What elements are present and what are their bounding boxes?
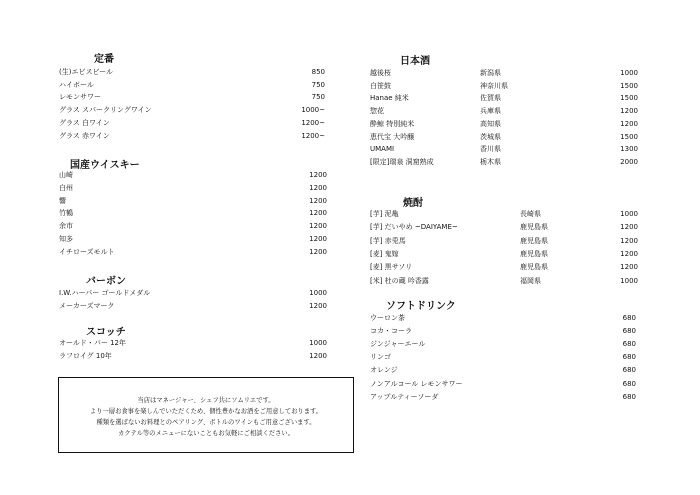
menu-item-name: グラス 赤ワイン	[59, 131, 110, 140]
menu-item	[59, 337, 327, 349]
menu-item-price: 1200	[309, 209, 327, 218]
menu-item-price: 1000	[309, 339, 327, 347]
menu-item	[59, 220, 327, 232]
menu-item	[59, 300, 327, 312]
menu-item-name: オールド・パー 12年	[59, 339, 126, 347]
menu-item-price: 1200	[309, 171, 327, 179]
menu-item-name: 惣花	[370, 107, 384, 116]
section-title-teiban: 定番	[94, 54, 114, 65]
menu-item	[370, 118, 638, 130]
menu-item-price: 1000~	[301, 106, 325, 115]
menu-item-price: 1200	[309, 302, 327, 310]
menu-item-region: 鹿児島県	[520, 223, 548, 232]
menu-item-name: 竹鶴	[59, 209, 73, 218]
menu-item-price: 680	[622, 366, 636, 375]
menu-item-region: 長崎県	[520, 210, 541, 218]
menu-item	[370, 105, 638, 117]
menu-item-price: 750	[311, 80, 325, 89]
menu-item-price: 1200	[620, 236, 638, 245]
menu-item-name: コカ・コーラ	[370, 327, 412, 336]
notice-line: 当店はマネージャー、シェフ共にソムリエです。	[137, 397, 275, 404]
menu-item-name: ラフロイグ 10年	[59, 352, 112, 360]
menu-item	[59, 246, 327, 258]
menu-item-price: 2000	[620, 157, 638, 166]
menu-item-price: 1200	[620, 119, 638, 128]
menu-item-name: ウーロン茶	[370, 314, 405, 322]
menu-item-region: 福岡県	[520, 276, 541, 285]
menu-item	[59, 287, 327, 299]
section-title-softdrink: ソフトドリンク	[386, 301, 456, 312]
menu-item	[370, 248, 638, 260]
menu-item-name: レモンサワー	[59, 93, 101, 102]
section-title-sake: 日本酒	[400, 56, 430, 67]
menu-item	[370, 325, 636, 337]
menu-item-name: オレンジ	[370, 366, 398, 375]
menu-item-name: グラス スパークリングワイン	[59, 106, 152, 115]
menu-item-price: 850	[311, 68, 325, 76]
menu-item-name: [芋] 泥亀	[370, 210, 399, 218]
menu-item-region: 佐賀県	[480, 94, 501, 103]
menu-item-price: 1000	[620, 276, 638, 285]
menu-item-name: グラス 白ワイン	[59, 118, 110, 127]
menu-item	[370, 261, 638, 273]
menu-item-name: 恵代宝 大吟醸	[370, 132, 415, 141]
menu-item	[370, 131, 638, 143]
menu-item-region: 神奈川県	[480, 81, 508, 90]
menu-item-name: [麦] 鬼嫁	[370, 249, 399, 258]
menu-item-name: 響	[59, 196, 66, 205]
menu-item-name: [麦] 黒サソリ	[370, 263, 413, 272]
menu-item-name: 余市	[59, 222, 73, 231]
menu-item	[370, 312, 636, 324]
menu-item-price: 1200	[620, 263, 638, 272]
menu-item-region: 兵庫県	[480, 107, 501, 116]
menu-item-name: (生)エビスビール	[59, 68, 114, 76]
menu-item	[59, 79, 325, 91]
menu-item-region: 高知県	[480, 119, 501, 128]
menu-item-price: 1200	[309, 247, 327, 256]
menu-item	[370, 67, 638, 79]
menu-item-price: 680	[622, 327, 636, 336]
menu-item	[370, 351, 636, 363]
menu-item	[370, 208, 638, 220]
menu-item	[59, 66, 325, 78]
menu-item-name: [米] 杜の蔵 吟香露	[370, 276, 429, 285]
menu-item-price: 1200	[620, 223, 638, 232]
menu-item-region: 香川県	[480, 145, 501, 154]
menu-item	[370, 378, 636, 390]
menu-item-price: 750	[311, 93, 325, 102]
notice-line: 種類を選ばないお料理とのペアリング、ボトルのワインもご用意ございます。	[96, 419, 316, 426]
menu-item-name: ジンジャーエール	[370, 340, 426, 349]
menu-item-price: 1300	[620, 145, 638, 154]
menu-item-name: [限定]瑞泉 洞窟熟成	[370, 157, 434, 166]
menu-item-price: 680	[622, 340, 636, 349]
menu-item-region: 鹿児島県	[520, 263, 548, 272]
menu-item-name: 酔鯨 特別純米	[370, 119, 415, 128]
menu-item	[370, 92, 638, 104]
menu-item-name: 白州	[59, 183, 73, 192]
menu-item	[59, 350, 327, 362]
menu-item-name: イチローズモルト	[59, 247, 115, 256]
menu-item	[370, 143, 638, 155]
menu-item-name: ハイボール	[59, 80, 94, 89]
menu-item	[59, 91, 325, 103]
menu-item-price: 1200	[309, 196, 327, 205]
menu-item-name: リンゴ	[370, 353, 391, 362]
menu-item-name: I.W.ハーパー ゴールドメダル	[59, 289, 151, 297]
menu-item-region: 茨城県	[480, 132, 501, 141]
menu-item	[59, 207, 327, 219]
menu-item	[370, 391, 636, 403]
menu-item-price: 680	[622, 353, 636, 362]
menu-item	[59, 233, 327, 245]
menu-item-price: 680	[622, 314, 636, 322]
menu-item	[370, 80, 638, 92]
menu-item-name: [芋] だいやめ ~DAIYAME~	[370, 223, 458, 232]
menu-item-name: UMAMI	[370, 145, 395, 154]
menu-item-price: 1200~	[301, 131, 325, 140]
menu-item-price: 680	[622, 379, 636, 388]
menu-item-price: 1200	[309, 352, 327, 360]
section-title-whisky: 国産ウイスキー	[70, 160, 140, 171]
menu-item-region: 栃木県	[480, 157, 501, 166]
menu-item-price: 1200	[620, 107, 638, 116]
menu-item-price: 1200	[309, 222, 327, 231]
menu-item-name: アップルティーソーダ	[370, 392, 439, 401]
section-title-shochu: 焼酎	[403, 198, 423, 209]
menu-item-name: 山崎	[59, 171, 73, 179]
menu-item-price: 1200	[620, 249, 638, 258]
menu-item-price: 1500	[620, 132, 638, 141]
menu-item-region: 鹿児島県	[520, 236, 548, 245]
menu-item-name: [芋] 赤兎馬	[370, 236, 406, 245]
menu-item-price: 1500	[620, 81, 638, 90]
menu-item	[370, 364, 636, 376]
menu-item	[59, 130, 325, 142]
menu-item-name: 越後桜	[370, 69, 391, 77]
menu-item-price: 1000	[620, 210, 638, 218]
notice-line: より一層お食事を楽しんでいただくため、個性豊かなお酒をご用意しております。	[89, 408, 323, 415]
notice-box	[58, 377, 354, 453]
menu-item-region: 鹿児島県	[520, 249, 548, 258]
menu-item-price: 1200~	[301, 118, 325, 127]
menu-item-name: 知多	[59, 235, 73, 243]
section-title-scotch: スコッチ	[86, 327, 126, 338]
menu-item	[370, 275, 638, 287]
menu-item	[370, 156, 638, 168]
menu-item-price: 1000	[620, 69, 638, 77]
menu-item	[370, 221, 638, 233]
menu-item-name: メーカーズマーク	[59, 302, 115, 310]
menu-item	[59, 195, 327, 207]
menu-item-price: 680	[622, 392, 636, 401]
menu-item-price: 1500	[620, 94, 638, 103]
menu-item	[370, 235, 638, 247]
menu-item-name: Hanae 純米	[370, 94, 409, 103]
menu-item-name: 白笹鼓	[370, 81, 391, 90]
menu-item-price: 1200	[309, 235, 327, 243]
menu-item-price: 1200	[309, 183, 327, 192]
menu-item	[59, 117, 325, 129]
menu-item-price: 1000	[309, 289, 327, 297]
menu-item	[370, 338, 636, 350]
menu-item	[59, 182, 327, 194]
menu-item-region: 新潟県	[480, 69, 501, 77]
menu-item	[59, 104, 325, 116]
section-title-bourbon: バーボン	[86, 276, 126, 287]
notice-line: カクテル等のメニューにないこともお気軽にご相談ください。	[118, 430, 294, 437]
menu-item	[59, 169, 327, 181]
menu-item-name: ノンアルコール レモンサワー	[370, 379, 463, 388]
